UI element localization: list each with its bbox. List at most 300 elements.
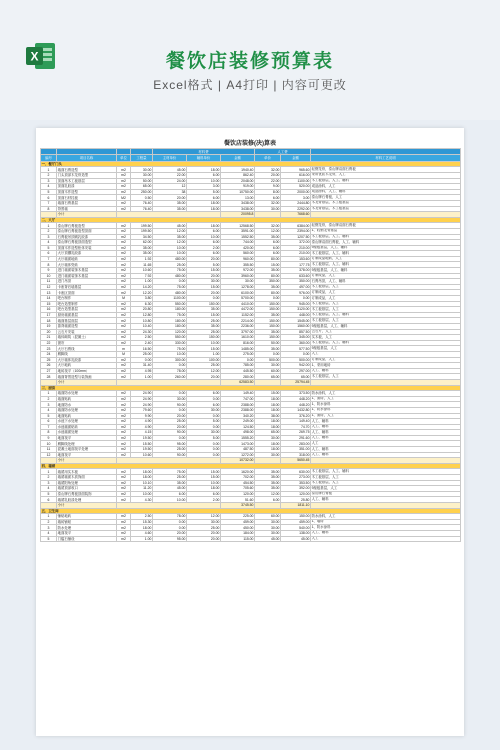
table-cell: 500.00 <box>255 357 281 363</box>
table-cell: 进门吊顶 <box>57 279 117 285</box>
table-cell: 9厘板基层，人工 <box>311 486 461 492</box>
table-cell: 0.00 <box>153 363 187 369</box>
table-cell: m2 <box>117 486 131 492</box>
table-cell: 0.00 <box>153 279 187 285</box>
table-cell: 35.00 <box>255 346 281 352</box>
table-cell: 6.00 <box>187 251 221 257</box>
table-cell: 180.00 <box>153 318 187 324</box>
table-cell: 水池下水处理 <box>57 419 117 425</box>
table-cell: 20 <box>41 329 57 335</box>
table-cell: 35.00 <box>187 307 221 313</box>
table-cell: 5.00 <box>187 262 221 268</box>
table-cell: 石膏吊顶，人工、辅料 <box>311 279 461 285</box>
table-cell: 3.00 <box>281 195 311 201</box>
table-cell: 150.00 <box>255 301 281 307</box>
table-cell: 5 <box>41 189 57 195</box>
table-cell: 木工板基层，人工 <box>311 284 461 290</box>
table-cell: 18.00 <box>255 396 281 402</box>
table-cell: 25.00 <box>131 351 153 357</box>
table-cell: 8 <box>41 262 57 268</box>
table-cell: 65.00 <box>255 430 281 436</box>
table-cell: 3120.00 <box>281 307 311 313</box>
table-cell: 9.90 <box>131 413 153 419</box>
table-cell: 2048.00 <box>221 178 255 184</box>
table-cell: 木龙骨基层，木工板基层 <box>311 200 461 206</box>
table-cell: 5 <box>41 413 57 419</box>
subtotal-cell: 3745.50 <box>221 503 255 509</box>
table-cell: 地面找平 <box>57 452 117 458</box>
table-cell: 11 <box>41 279 57 285</box>
table-cell: m2 <box>117 284 131 290</box>
table-cell: 15.00 <box>187 284 221 290</box>
section-title: 一、餐厅门头 <box>41 161 461 167</box>
table-cell: 1545.00 <box>281 318 311 324</box>
table-cell: 76.40 <box>131 200 153 206</box>
table-cell: 520.00 <box>281 184 311 190</box>
table-cell: 木工板基层，人工 <box>311 475 461 481</box>
table-cell: m2 <box>117 407 131 413</box>
table-cell: 地面贴砖 <box>57 413 117 419</box>
subtotal-cell: 5650.45 <box>281 458 311 464</box>
table-cell: 35.00 <box>255 469 281 475</box>
table-cell: 577.50 <box>281 346 311 352</box>
table-cell: 3.00 <box>187 184 221 190</box>
table-cell: 45.00 <box>153 486 187 492</box>
table-cell: 30.00 <box>187 279 221 285</box>
table-cell: 9.00 <box>255 184 281 190</box>
table-cell: 混凝土地面找平处理 <box>57 447 117 453</box>
table-cell: 32.00 <box>255 223 281 229</box>
table-cell: 25.00 <box>187 318 221 324</box>
table-cell: 墙面贴砖 <box>57 396 117 402</box>
table-cell: 泰山牌石膏板造型 <box>57 223 117 229</box>
table-cell: 6.00 <box>255 497 281 503</box>
table-cell: 976.00 <box>281 290 311 296</box>
table-cell: 1100.00 <box>153 296 187 302</box>
table-cell: 18.00 <box>187 223 221 229</box>
table-cell: 60.00 <box>255 368 281 374</box>
table-cell: 960.00 <box>221 256 255 262</box>
table-cell: 448.20 <box>281 402 311 408</box>
table-cell: m2 <box>117 167 131 173</box>
table-cell: 石膏板吊顶刷乳胶漆 <box>57 234 117 240</box>
table-cell: 10 <box>41 441 57 447</box>
table-cell: 24.90 <box>131 396 153 402</box>
table-cell: 153.60 <box>281 256 311 262</box>
table-cell: 150.00 <box>281 514 311 520</box>
subtotal-cell: 20095.8 <box>221 212 255 218</box>
table-cell: 1 <box>41 514 57 520</box>
table-cell: 260.00 <box>153 374 187 380</box>
table-cell: 大厅墙体乳胶漆 <box>57 357 117 363</box>
table-cell: 卡座区顶面 <box>57 290 117 296</box>
table-cell: 顶面木作造型柜体安装 <box>57 245 117 251</box>
table-cell: 857.50 <box>281 329 311 335</box>
table-cell: 6.00 <box>255 245 281 251</box>
table-cell: 2 <box>41 172 57 178</box>
table-cell: 35.00 <box>153 480 187 486</box>
subtotal-cell: 10732.00 <box>221 458 255 464</box>
table-cell: 木工板基层，人工、辅料 <box>311 234 461 240</box>
table-cell: 283.00 <box>281 441 311 447</box>
table-cell: 291.60 <box>281 435 311 441</box>
table-cell: 747.00 <box>221 396 255 402</box>
table-cell: 120.00 <box>221 491 255 497</box>
table-cell: 10.00 <box>153 245 187 251</box>
table-cell: m2 <box>117 307 131 313</box>
table-cell: 3 <box>41 402 57 408</box>
table-cell: 38 <box>153 189 187 195</box>
table-cell: 5700.00 <box>221 296 255 302</box>
table-cell: m2 <box>117 419 131 425</box>
table-cell: 订制成品，人工 <box>311 357 461 363</box>
table-cell: 199.50 <box>131 228 153 234</box>
table-cell: m2 <box>117 391 131 397</box>
table-cell: m2 <box>117 189 131 195</box>
table-cell: 30.00 <box>255 452 281 458</box>
table-cell: 35.00 <box>255 480 281 486</box>
table-cell: 4410.00 <box>221 301 255 307</box>
table-cell: 订制成品，人工 <box>311 290 461 296</box>
page-title: 餐饮店装修预算表 <box>165 51 334 72</box>
table-cell: 550.00 <box>153 301 187 307</box>
table-cell: m2 <box>117 335 131 341</box>
table-cell: 353.50 <box>281 480 311 486</box>
table-cell: 17 <box>41 312 57 318</box>
table-cell: 墙面防水处理 <box>57 391 117 397</box>
table-cell: 18.00 <box>255 424 281 430</box>
table-cell: 345.00 <box>281 335 311 341</box>
table-cell: 2388.00 <box>221 402 255 408</box>
table-cell: 1152.00 <box>221 312 255 318</box>
table-cell: 2214.00 <box>221 318 255 324</box>
table-cell: 木工板基层，人工、辅料 <box>311 469 461 475</box>
table-cell: 100.00 <box>187 357 221 363</box>
table-cell: 5 <box>41 245 57 251</box>
table-cell: 30.00 <box>131 167 153 173</box>
table-cell: 32.00 <box>255 200 281 206</box>
table-cell: 2.00 <box>187 497 221 503</box>
table-cell: 1552.50 <box>221 234 255 240</box>
table-cell: 448.20 <box>281 396 311 402</box>
table-cell: 18.00 <box>187 167 221 173</box>
subtotal-cell: 1811.10 <box>281 503 311 509</box>
table-cell: 12.00 <box>187 368 221 374</box>
table-cell: 2444.80 <box>281 200 311 206</box>
table-cell: 9厘板基层，人工、辅料 <box>311 324 461 330</box>
table-cell: 24 <box>41 351 57 357</box>
table-cell: 1 <box>41 223 57 229</box>
table-cell: m2 <box>117 279 131 285</box>
table-cell: 4 <box>41 530 57 536</box>
table-cell: 24.00 <box>153 178 187 184</box>
table-cell: 78.00 <box>153 368 187 374</box>
table-cell: 210.00 <box>281 251 311 257</box>
table-cell: m2 <box>117 452 131 458</box>
table-cell: 120.00 <box>281 491 311 497</box>
table-cell: 0.00 <box>187 452 221 458</box>
table-cell: 防水涂料，人工 <box>311 514 461 520</box>
table-cell: 2292.00 <box>281 206 311 212</box>
table-cell: 地面找平 <box>57 435 117 441</box>
table-cell: 3438.00 <box>221 200 255 206</box>
table-cell: 75.00 <box>153 469 187 475</box>
table-cell: 0.00 <box>281 351 311 357</box>
table-cell: 25.80 <box>281 497 311 503</box>
table-cell: 12.00 <box>153 240 187 246</box>
table-cell: 95.00 <box>153 441 187 447</box>
table-cell: 75.00 <box>153 346 187 352</box>
table-cell: m2 <box>117 413 131 419</box>
table-cell: 30.00 <box>255 206 281 212</box>
table-cell: 墙面石膏造型 <box>57 167 117 173</box>
column-header: 单价 <box>255 155 281 161</box>
table-cell: 35.00 <box>255 475 281 481</box>
table-cell: 373.50 <box>281 391 311 397</box>
table-cell: 墙面石膏基层 <box>57 200 117 206</box>
table-cell: 78.00 <box>153 514 187 520</box>
table-cell: 木工板基层，人工 <box>311 318 461 324</box>
table-cell: 1 <box>41 167 57 173</box>
table-cell: 30.00 <box>221 279 255 285</box>
column-header: 金额 <box>281 155 311 161</box>
table-cell: 31.40 <box>131 363 153 369</box>
table-cell: 45.00 <box>153 223 187 229</box>
table-cell: 45.00 <box>281 536 311 542</box>
group-header-labor: 人工费 <box>255 149 311 155</box>
table-cell: 150.00 <box>255 335 281 341</box>
table-cell: 6 <box>41 251 57 257</box>
table-cell: 1560.00 <box>281 324 311 330</box>
column-header: 主材单价 <box>153 155 187 161</box>
table-cell: 0.00 <box>153 525 187 531</box>
table-cell: 轻钢龙骨，泰山牌双面石膏板 <box>311 223 461 229</box>
table-cell: 1 <box>41 469 57 475</box>
table-cell: m2 <box>117 256 131 262</box>
table-cell: 1.00 <box>131 536 153 542</box>
table-cell: 成品涂料，人工、辅料 <box>311 189 461 195</box>
table-cell: 540.00 <box>281 525 311 531</box>
table-cell: m2 <box>117 363 131 369</box>
table-cell: 5.00 <box>187 435 221 441</box>
table-cell: 铺贴地砖 <box>57 514 117 520</box>
table-cell: 378.00 <box>281 268 311 274</box>
table-cell: 35.00 <box>255 329 281 335</box>
table-cell: 80.00 <box>255 273 281 279</box>
table-cell: 15.50 <box>131 441 153 447</box>
table-cell: 21 <box>41 335 57 341</box>
table-cell: 25.00 <box>153 262 187 268</box>
table-cell: 木工板基层，人工 <box>311 301 461 307</box>
table-cell: 26 <box>41 363 57 369</box>
table-cell: 墙面背景造型与装饰画 <box>57 374 117 380</box>
table-cell: 35.00 <box>255 268 281 274</box>
table-cell: 泰山牌石膏板顶面装饰 <box>57 491 117 497</box>
table-cell: 22.00 <box>153 172 187 178</box>
table-cell: 20.00 <box>153 424 187 430</box>
table-cell: 15.00 <box>187 475 221 481</box>
table-cell: m2 <box>117 234 131 240</box>
table-cell: 0.00 <box>153 391 187 397</box>
table-cell: m2 <box>117 402 131 408</box>
table-cell: 靠背墙面造型 <box>57 324 117 330</box>
table-cell: 地面防水 <box>57 402 117 408</box>
table-cell: 1、墙砖 <box>311 519 461 525</box>
table-cell: m2 <box>117 519 131 525</box>
table-cell: 4472.00 <box>221 307 255 313</box>
table-cell: 2.40 <box>131 340 153 346</box>
table-cell: 0.00 <box>255 351 281 357</box>
subtotal-cell: 62583.50 <box>221 379 255 385</box>
table-cell: 60.00 <box>255 514 281 520</box>
table-cell: 22 <box>41 340 57 346</box>
table-cell: 10.00 <box>131 491 153 497</box>
table-cell: 11.20 <box>131 486 153 492</box>
section-title: 三、厨房 <box>41 385 461 391</box>
table-cell: 木工板基层，人工、辅料 <box>311 340 461 346</box>
table-cell: 4 <box>41 407 57 413</box>
table-cell: 18.00 <box>255 407 281 413</box>
table-cell: 35.00 <box>255 312 281 318</box>
table-cell: 顶面木作造型 <box>57 189 117 195</box>
table-cell: 12.00 <box>153 228 187 234</box>
table-cell: 11.65 <box>131 262 153 268</box>
table-cell: 90.00 <box>153 452 187 458</box>
table-cell: 1.00 <box>187 351 221 357</box>
table-cell: 497.00 <box>281 284 311 290</box>
table-cell: 350.00 <box>255 279 281 285</box>
table-cell: 19.50 <box>131 435 153 441</box>
table-cell: 吧台制作 <box>57 296 117 302</box>
table-cell: 30.00 <box>187 430 221 436</box>
table-cell: 15.00 <box>187 312 221 318</box>
table-cell: 80.00 <box>255 256 281 262</box>
table-cell: 大厅地砖 <box>57 363 117 369</box>
table-cell: 木工板基层，人工 <box>311 307 461 313</box>
section-title: 五、卫生间 <box>41 508 461 514</box>
table-cell: 297.00 <box>281 368 311 374</box>
table-cell: 云石片，人工 <box>311 329 461 335</box>
table-cell: 0.00 <box>187 424 221 430</box>
table-cell: 74.70 <box>281 424 311 430</box>
table-cell: 10.40 <box>131 324 153 330</box>
table-cell: 18.00 <box>131 525 153 531</box>
table-cell: m2 <box>117 368 131 374</box>
table-cell: 35.00 <box>255 284 281 290</box>
table-cell: m2 <box>117 497 131 503</box>
table-cell: 1100.00 <box>281 178 311 184</box>
table-cell: 门头顶部木龙骨造型 <box>57 172 117 178</box>
table-cell: 18 <box>41 318 57 324</box>
column-header: 项目名称 <box>57 155 117 161</box>
table-cell: 20.00 <box>187 536 221 542</box>
table-cell: 背景墙 <box>57 206 117 212</box>
table-cell: 墙裙乳胶漆处理 <box>57 497 117 503</box>
table-cell: 75.00 <box>153 284 187 290</box>
table-cell: 65.00 <box>281 374 311 380</box>
table-cell: 9厘板基层，人工、辅料 <box>311 268 461 274</box>
page-subtitle: Excel格式 | A4打印 | 内容可更改 <box>153 78 347 92</box>
table-cell: 138.00 <box>281 530 311 536</box>
table-cell: 25.00 <box>153 419 187 425</box>
table-cell: 6.00 <box>187 391 221 397</box>
table-cell: m2 <box>117 312 131 318</box>
table-cell: 25 <box>41 357 57 363</box>
table-cell: 972.00 <box>221 268 255 274</box>
table-cell: 35.00 <box>153 234 187 240</box>
table-cell: 人工、辅料 <box>311 430 461 436</box>
table-cell: 人工、辅料 <box>311 530 461 536</box>
table-cell: 62.00 <box>131 240 153 246</box>
table-cell: 330.00 <box>153 340 187 346</box>
table-cell: 吧台造型制作 <box>57 301 117 307</box>
table-cell: 10 <box>41 273 57 279</box>
table-cell: 墙砖铺贴 <box>57 519 117 525</box>
table-cell: 18.00 <box>131 469 153 475</box>
table-cell: 6 <box>41 497 57 503</box>
table-cell: 0.00 <box>153 407 187 413</box>
table-cell: 泰山牌石膏板顶面造型 <box>57 240 117 246</box>
section-title: 四、墙裙 <box>41 463 461 469</box>
table-cell: 顶面吊木工板基层 <box>57 178 117 184</box>
table-cell: 30.00 <box>255 363 281 369</box>
table-cell: 6.00 <box>255 240 281 246</box>
table-cell: 墙裙用实木板 <box>57 469 117 475</box>
table-cell: 30.00 <box>131 172 153 178</box>
table-cell: 1940.40 <box>221 167 255 173</box>
table-cell: 225.00 <box>221 514 255 520</box>
table-cell: 95.00 <box>153 536 187 542</box>
table-cell: 人工、辅料 <box>311 435 461 441</box>
table-cell: 成品涂料，人工 <box>311 184 461 190</box>
table-cell: 945.00 <box>281 301 311 307</box>
table-cell: 15.00 <box>255 391 281 397</box>
table-cell: 199.50 <box>131 223 153 229</box>
table-cell: 吧台造型基层 <box>57 307 117 313</box>
subtotal-cell: 小计 <box>57 458 117 464</box>
table-cell: 订制成品，人工 <box>311 296 461 302</box>
table-cell: 25.00 <box>187 363 221 369</box>
subtotal-cell: 小计 <box>57 379 117 385</box>
page-header <box>0 0 500 120</box>
spreadsheet-preview <box>36 128 464 736</box>
table-cell: 318.00 <box>281 452 311 458</box>
table-cell: 4.60 <box>131 530 153 536</box>
table-cell: m2 <box>117 435 131 441</box>
table-cell: 木工板基层，人工、辅料 <box>311 262 461 268</box>
table-cell: 35.00 <box>153 200 187 206</box>
table-cell: 1555.20 <box>221 435 255 441</box>
table-cell: 3.80 <box>131 296 153 302</box>
table-cell: 墙面防水处理 <box>57 407 117 413</box>
table-cell: m <box>117 346 131 352</box>
table-cell: 14 <box>41 296 57 302</box>
table-cell: m2 <box>117 251 131 257</box>
table-cell: M <box>117 296 131 302</box>
table-cell: 10750.00 <box>221 189 255 195</box>
table-cell: 大厅石膏线 <box>57 346 117 352</box>
table-cell: 15 <box>41 301 57 307</box>
table-cell: 6.00 <box>187 491 221 497</box>
table-cell: m2 <box>117 480 131 486</box>
table-cell: 4.95 <box>131 368 153 374</box>
table-cell: 30.00 <box>153 396 187 402</box>
sheet-title: 餐饮店装修(决)算表 <box>224 141 276 147</box>
table-cell: 窗帘 <box>57 340 117 346</box>
table-cell: 30.00 <box>255 435 281 441</box>
table-cell: m2 <box>117 514 131 520</box>
table-cell: 816.00 <box>221 340 255 346</box>
